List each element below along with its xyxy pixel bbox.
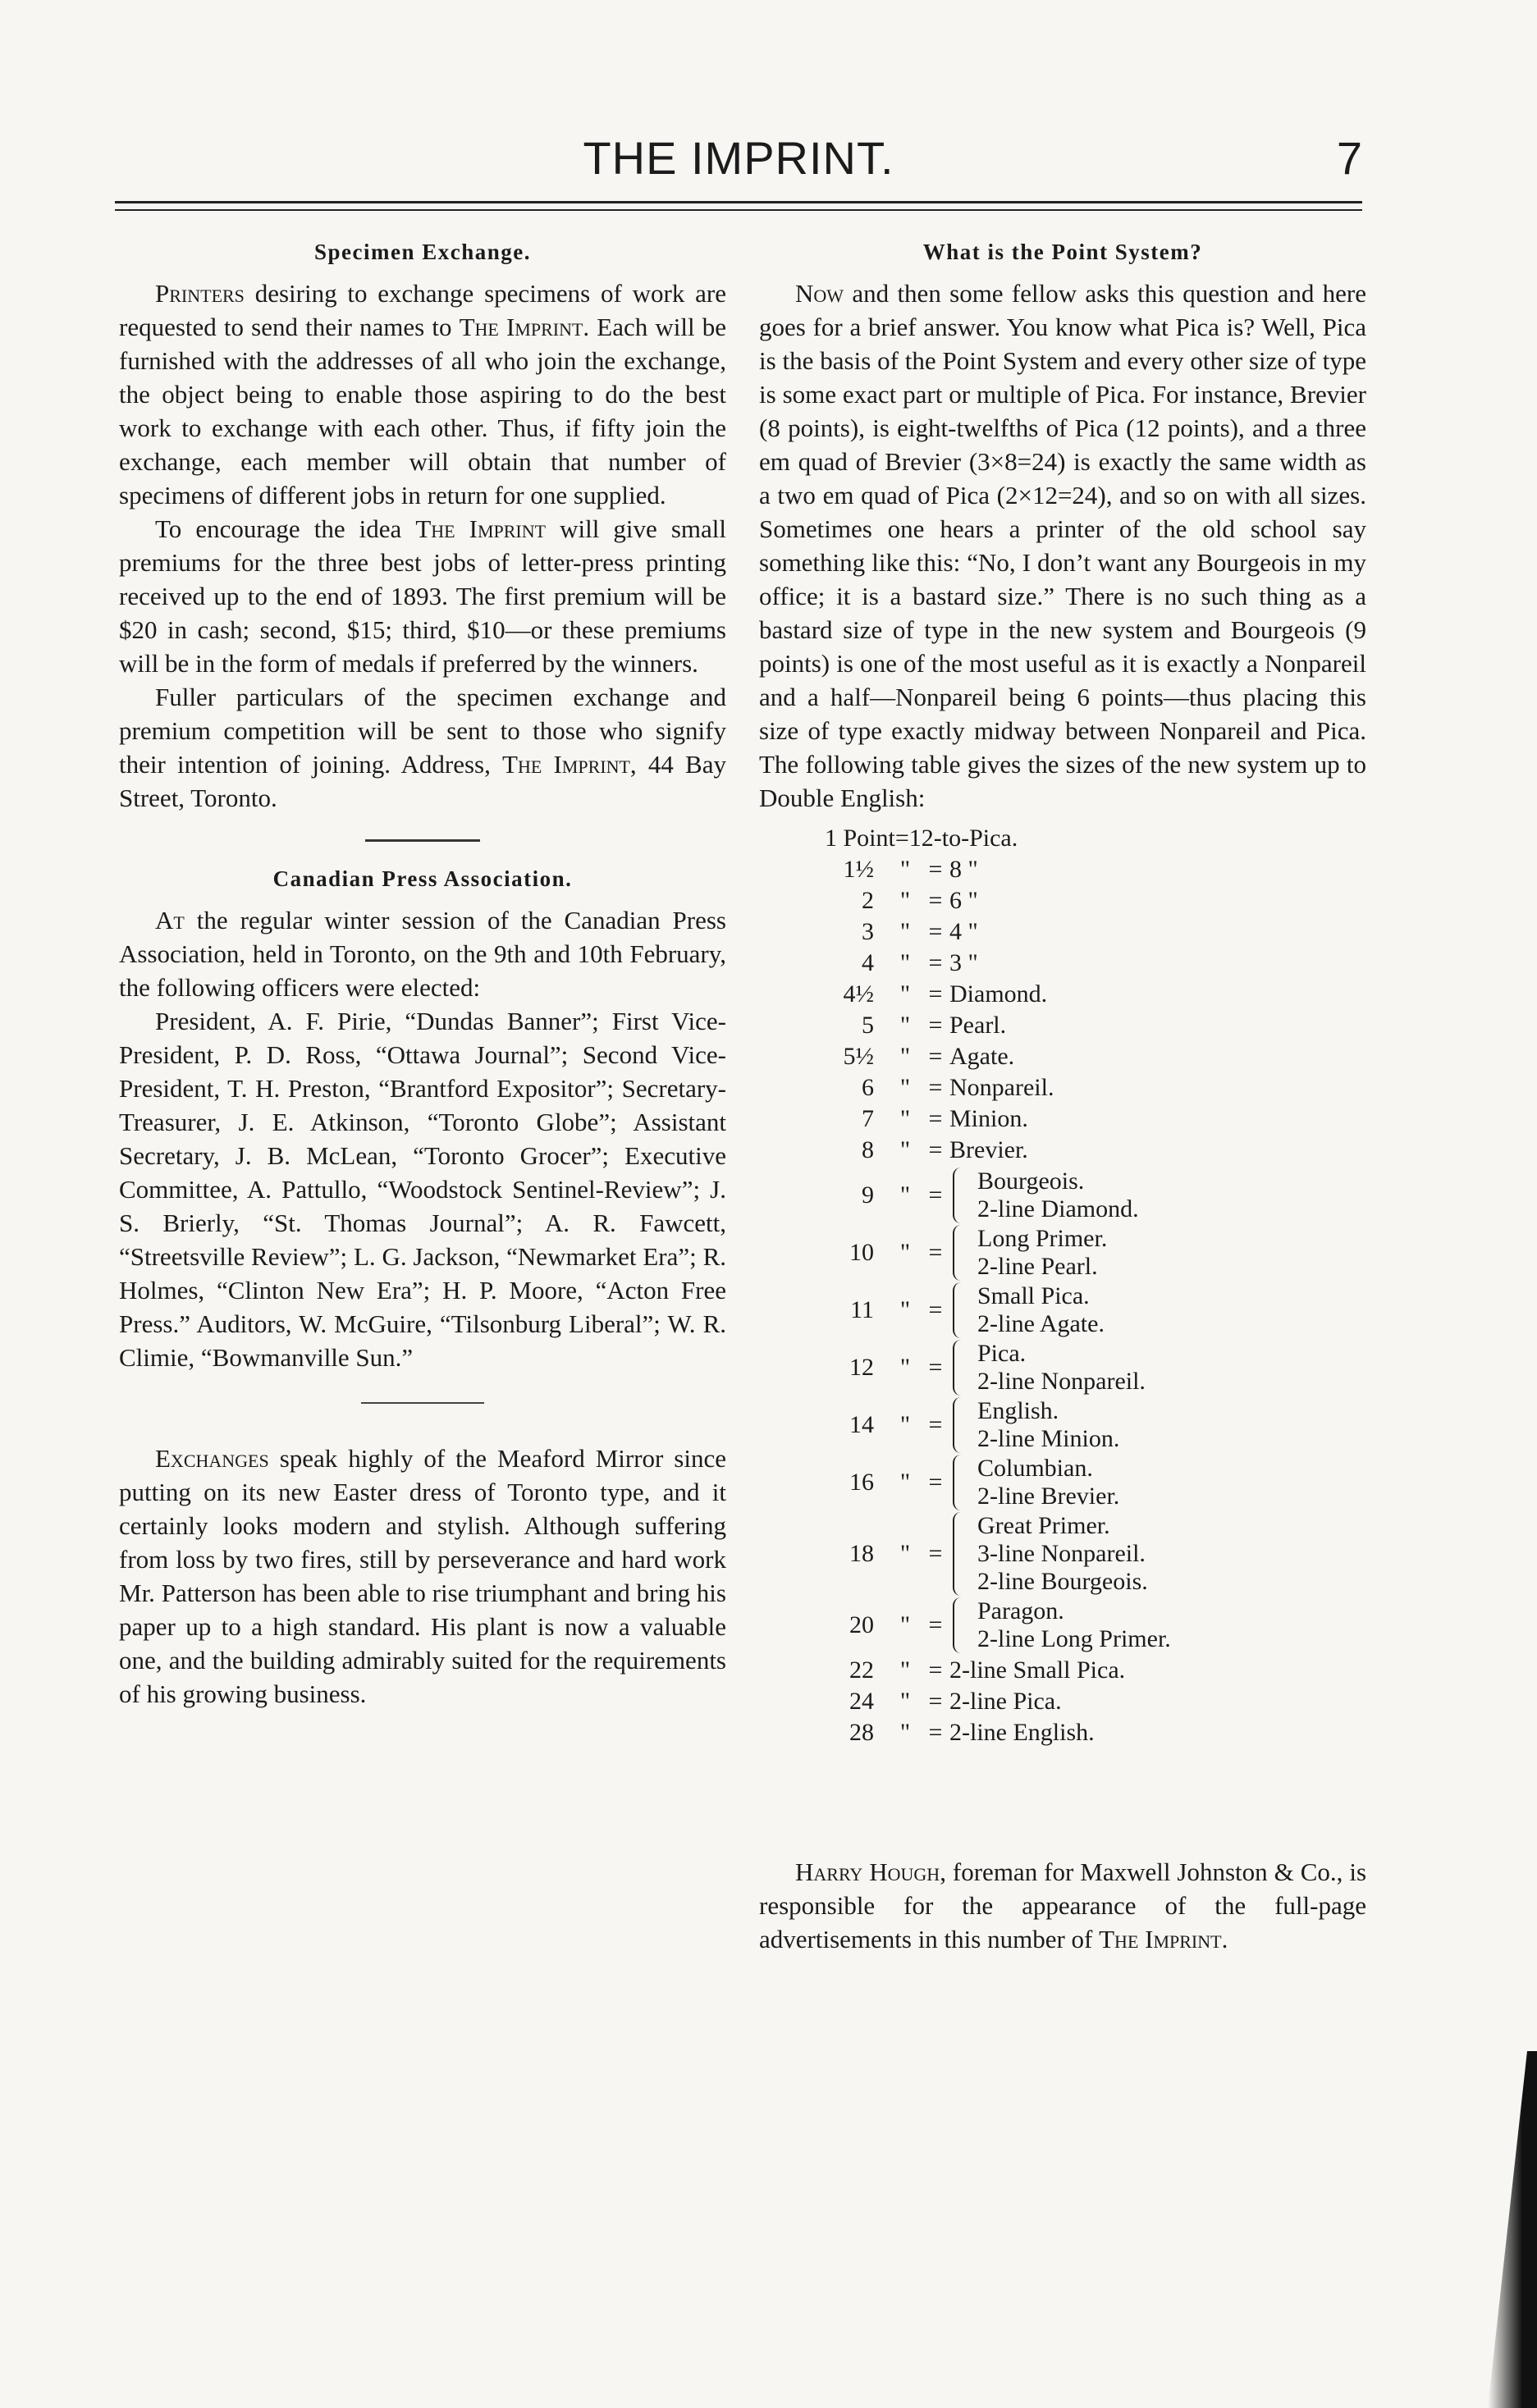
point-size: 24: [849, 1688, 874, 1715]
brace-group: [949, 1597, 1171, 1653]
size-name: 2-line Minion.: [977, 1425, 1120, 1452]
text-run: , 44 Bay Street, Toronto.: [119, 750, 726, 812]
point-size: 5½: [843, 1043, 874, 1070]
ditto-mark: ": [899, 1656, 911, 1684]
ditto-mark: ": [899, 1688, 911, 1715]
size-name: 2-line Pica.: [949, 1688, 1062, 1715]
page-header: [115, 131, 1362, 197]
size-name: 8 ": [949, 856, 978, 883]
point-size: 3: [862, 918, 874, 945]
size-name: 2-line Bourgeois.: [977, 1568, 1148, 1595]
ditto-mark: ": [899, 1136, 911, 1163]
size-name: Pica.: [977, 1340, 1027, 1367]
brace-mark: [953, 1225, 972, 1281]
point-size: 20: [849, 1611, 874, 1638]
brace-mark: [953, 1455, 972, 1510]
size-names: [977, 1225, 1107, 1281]
point-size: 2: [862, 887, 874, 914]
size-name: Agate.: [949, 1043, 1015, 1070]
text-run: To encourage the idea: [155, 514, 416, 543]
header-rule-thin: [115, 209, 1362, 211]
publication-name: The Imprint: [415, 514, 547, 543]
equals-sign: =: [928, 1043, 943, 1070]
size-name: Small Pica.: [977, 1282, 1090, 1309]
specimen-paragraph-3: [119, 680, 726, 815]
point-size: 4: [862, 949, 874, 976]
size-names: [977, 1167, 1139, 1223]
brace-mark: [953, 1340, 972, 1396]
specimen-heading: Specimen Exchange.: [313, 240, 531, 264]
lead-word: Printers: [155, 279, 245, 308]
brace-group: [949, 1512, 1148, 1596]
equals-sign: =: [928, 887, 943, 914]
ditto-mark: ": [899, 1105, 911, 1132]
text-run: , foreman for Maxwell Johnston & Co., is responsible for the appearance of the full-page advertisements in this number of: [759, 1857, 1367, 1953]
size-name: Paragon.: [977, 1597, 1064, 1624]
ditto-mark: ": [899, 1540, 911, 1567]
point-size: 12: [849, 1354, 874, 1381]
equals-sign: =: [928, 1469, 943, 1496]
cpa-article: [119, 903, 726, 1374]
specimen-paragraph-1: [119, 276, 726, 512]
text-run: the regular winter session of the Canadian Press Association, held in Toronto, on the 9th and 10th February, the following officers were elected:: [119, 906, 726, 1002]
equals-sign: =: [928, 1239, 943, 1266]
table-first-line: 1 Point=12-to-Pica.: [825, 825, 1018, 852]
ditto-mark: ": [899, 1296, 911, 1323]
ditto-mark: ": [899, 1469, 911, 1496]
ditto-mark: ": [899, 949, 911, 976]
point-size: 9: [862, 1181, 874, 1209]
page-edge-shadow: [1488, 2051, 1537, 2408]
size-name: Great Primer.: [977, 1512, 1110, 1539]
table-simple-rows: [792, 854, 1366, 1166]
equals-sign: =: [928, 1656, 943, 1684]
size-name: 2-line Nonpareil.: [977, 1368, 1146, 1395]
cpa-heading: Canadian Press Association.: [272, 866, 573, 891]
point-size: 6: [862, 1074, 874, 1101]
table-row: [792, 1597, 1366, 1653]
size-name: 2-line Small Pica.: [949, 1656, 1126, 1684]
table-row: [792, 1455, 1366, 1510]
table-row: [792, 1167, 1366, 1223]
size-names: [977, 1597, 1171, 1653]
brace-group: [949, 1225, 1107, 1281]
table-row: [792, 1072, 1366, 1103]
size-name: Long Primer.: [977, 1225, 1108, 1252]
size-name: 2-line Pearl.: [977, 1253, 1098, 1280]
section-divider: [365, 839, 480, 842]
left-column: [119, 222, 726, 1711]
point-system-heading: What is the Point System?: [922, 240, 1203, 264]
exchanges-paragraph: [119, 1442, 726, 1711]
ditto-mark: ": [899, 1411, 911, 1438]
table-tail-rows: [792, 1655, 1366, 1748]
size-name: 2-line Diamond.: [977, 1195, 1139, 1222]
point-size: 7: [862, 1105, 874, 1132]
text-run: and then some fellow asks this question and here goes for a brief answer. You know what Pica is? Well, Pica is the basis of the Point System and every other size of type is some exact part or multiple of Pica. For instance, Brevier (8 points), is eight-twelfths of Pica (12 points), and a three em quad of Brevier (3×8=24) is exactly the same width as a two em quad of Pica (2×12=24), and so on with all sizes. Sometimes one hears a printer of the old school say something like this: “No, I don’t want any Bourgeois in my office; it is a bastard size.” There is no such thing as a bastard size of type in the new system and Bourgeois (9 points) is one of the most useful as it is exactly a Nonpareil and a half—Nonpareil being 6 points—thus placing this size of type exactly midway between Nonpareil and Pica. The following table gives the sizes of the new system up to Double English:: [759, 279, 1366, 812]
table-row: [792, 1512, 1366, 1596]
point-size: 14: [849, 1411, 874, 1438]
header-rule: [115, 201, 1362, 203]
ditto-mark: ": [899, 1719, 911, 1746]
size-names: [977, 1455, 1119, 1510]
table-row: [792, 1225, 1366, 1281]
text-run: .: [1221, 1925, 1228, 1953]
equals-sign: =: [928, 1181, 943, 1209]
size-names: [977, 1340, 1146, 1396]
ditto-mark: ": [899, 980, 911, 1008]
equals-sign: =: [928, 1611, 943, 1638]
brace-mark: [953, 1597, 972, 1653]
size-name: Diamond.: [949, 980, 1048, 1008]
point-size-table: [792, 823, 1366, 1748]
point-size: 11: [850, 1296, 874, 1323]
brace-group: [949, 1397, 1119, 1453]
ditto-mark: ": [899, 1181, 911, 1209]
point-size: 8: [862, 1136, 874, 1163]
equals-sign: =: [928, 1012, 943, 1039]
table-row: [792, 1397, 1366, 1453]
page-number: 7: [1336, 132, 1362, 184]
lead-word: Now: [795, 279, 844, 308]
table-row: [792, 1041, 1366, 1072]
equals-sign: =: [928, 1105, 943, 1132]
table-row: [792, 979, 1366, 1010]
ditto-mark: ": [899, 1354, 911, 1381]
text-run: speak highly of the Meaford Mirror since putting on its new Easter dress of Toronto type, and it certainly looks modern and stylish. Although suffering from loss by two fires, still by perseverance and hard work Mr. Patterson has been able to rise triumphant and bring his paper up to a high standard. His plant is now a valuable one, and the building admirably suited for the requirements of his growing business.: [119, 1444, 726, 1708]
equals-sign: =: [928, 980, 943, 1008]
ditto-mark: ": [899, 856, 911, 883]
lead-word: Exchanges: [155, 1444, 269, 1473]
point-size: 5: [862, 1012, 874, 1039]
equals-sign: =: [928, 856, 943, 883]
table-row: [792, 854, 1366, 885]
publication-name: The Imprint: [1099, 1925, 1222, 1953]
table-row: [792, 1655, 1366, 1686]
size-name: Pearl.: [949, 1012, 1007, 1039]
equals-sign: =: [928, 1411, 943, 1438]
text-run: Fuller particulars of the specimen exchange and premium competition will be sent to those who signify their intention of joining. Address,: [119, 683, 726, 779]
table-row: [792, 1717, 1366, 1748]
text-run: . Each will be furnished with the addresses of all who join the exchange, the object being to enable those aspiring to do the best work to exchange with each other. Thus, if fifty join the exchange, each member will obtain that number of specimens of different jobs in return for one supplied.: [119, 313, 726, 509]
table-brace-rows: [792, 1167, 1366, 1653]
text-run: desiring to exchange specimens of work are requested to send their names to: [119, 279, 726, 341]
equals-sign: =: [928, 1354, 943, 1381]
size-names: [977, 1282, 1105, 1338]
point-system-paragraph: [759, 276, 1366, 815]
section-divider: [361, 1402, 484, 1404]
ditto-mark: ": [899, 1074, 911, 1101]
point-size: 16: [849, 1469, 874, 1496]
lead-name: Harry Hough: [795, 1857, 940, 1886]
size-name: Minion.: [949, 1105, 1028, 1132]
table-row: [792, 1135, 1366, 1166]
size-name: Nonpareil.: [949, 1074, 1054, 1101]
table-row: [792, 1340, 1366, 1396]
ditto-mark: ": [899, 1012, 911, 1039]
text-run: will give small premiums for the three best jobs of letter-press printing received up to the end of 1893. The first premium will be $20 in cash; second, $15; third, $10—or these premiums will be in the form of medals if preferred by the winners.: [119, 514, 726, 678]
publication-name: The Imprint: [459, 313, 583, 341]
table-row: [792, 916, 1366, 948]
size-name: Bourgeois.: [977, 1167, 1085, 1195]
point-size: 4½: [843, 980, 874, 1008]
size-name: 2-line English.: [949, 1719, 1095, 1746]
cpa-paragraph-1: [119, 903, 726, 1004]
size-name: 2-line Agate.: [977, 1310, 1105, 1337]
equals-sign: =: [928, 1296, 943, 1323]
ditto-mark: ": [899, 887, 911, 914]
table-row: [792, 1282, 1366, 1338]
brace-group: [949, 1167, 1139, 1223]
brace-mark: [953, 1397, 972, 1453]
brace-group: [949, 1340, 1146, 1396]
size-name: 4 ": [949, 918, 978, 945]
ditto-mark: ": [899, 1239, 911, 1266]
table-row: [792, 1010, 1366, 1041]
equals-sign: =: [928, 1540, 943, 1567]
ditto-mark: ": [899, 918, 911, 945]
equals-sign: =: [928, 949, 943, 976]
running-title: THE IMPRINT.: [583, 132, 894, 184]
ditto-mark: ": [899, 1611, 911, 1638]
size-name: Brevier.: [949, 1136, 1028, 1163]
specimen-paragraph-2: [119, 512, 726, 680]
publication-name: The Imprint: [502, 750, 630, 779]
brace-mark: [953, 1167, 972, 1223]
right-column: [759, 222, 1366, 1956]
size-name: 3-line Nonpareil.: [977, 1540, 1146, 1567]
equals-sign: =: [928, 1688, 943, 1715]
table-row: [792, 885, 1366, 916]
point-size: 10: [849, 1239, 874, 1266]
point-size: 18: [849, 1540, 874, 1567]
ditto-mark: ": [899, 1043, 911, 1070]
brace-mark: [953, 1282, 972, 1338]
size-name: Columbian.: [977, 1455, 1093, 1482]
equals-sign: =: [928, 918, 943, 945]
table-row: [792, 948, 1366, 979]
size-names: [977, 1512, 1148, 1596]
table-row: [792, 1103, 1366, 1135]
size-name: English.: [977, 1397, 1059, 1424]
harry-hough-paragraph: [759, 1855, 1366, 1956]
equals-sign: =: [928, 1074, 943, 1101]
lead-word: At: [155, 906, 185, 934]
brace-mark: [953, 1512, 972, 1596]
size-name: 2-line Brevier.: [977, 1483, 1120, 1510]
size-name: 2-line Long Primer.: [977, 1625, 1171, 1652]
equals-sign: =: [928, 1719, 943, 1746]
size-names: [977, 1397, 1119, 1453]
brace-group: [949, 1455, 1119, 1510]
cpa-officers-list: President, A. F. Pirie, “Dundas Banner”; First Vice-President, P. D. Ross, “Ottawa Journal”; Second Vice-President, T. H. Preston, “Brantford Expositor”; Secretary-Treasurer, J. E. Atkinson, “Toronto Globe”; Assistant Secretary, J. B. McLean, “Toronto Grocer”; Executive Committee, A. Pattullo, “Woodstock Sentinel-Review”; J. S. Brierly, “St. Thomas Journal”; A. R. Fawcett, “Streetsville Review”; L. G. Jackson, “Newmarket Era”; R. Holmes, “Clinton New Era”; H. P. Moore, “Acton Free Press.” Auditors, W. McGuire, “Tilsonburg Liberal”; W. R. Climie, “Bowmanville Sun.”: [119, 1007, 726, 1372]
point-size: 1½: [843, 856, 874, 883]
point-size: 22: [849, 1656, 874, 1684]
table-row: [792, 1686, 1366, 1717]
size-name: 3 ": [949, 949, 978, 976]
brace-group: [949, 1282, 1105, 1338]
size-name: 6 ": [949, 887, 978, 914]
equals-sign: =: [928, 1136, 943, 1163]
point-size: 28: [849, 1719, 874, 1746]
